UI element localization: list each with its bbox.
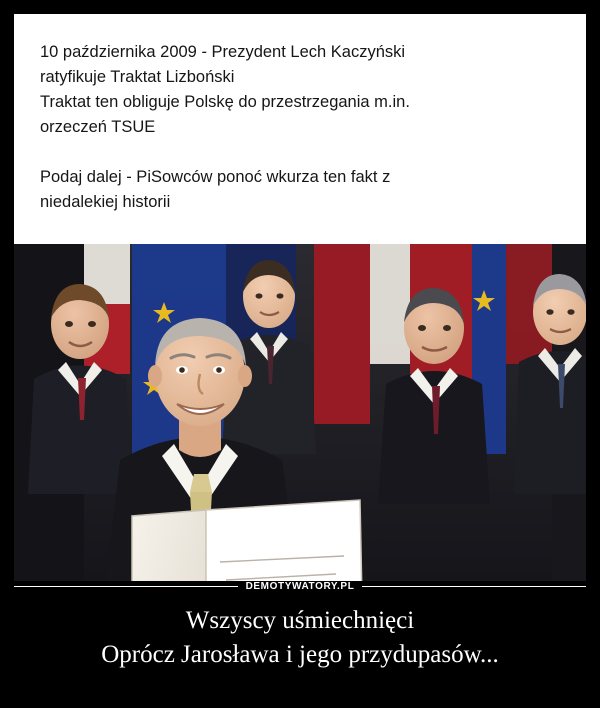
caption-spacer: [40, 140, 560, 165]
watermark-strip: [14, 578, 586, 594]
top-caption-line-4: orzeczeń TSUE: [40, 118, 156, 136]
top-caption-line-1: 10 października 2009 - Prezydent Lech Kaczyński: [40, 43, 406, 61]
watermark-rule-right: [362, 586, 586, 587]
bottom-caption-line-2: Oprócz Jarosława i jego przydupasów...: [101, 641, 499, 668]
top-caption-line-2: ratyfikuje Traktat Lizboński: [40, 68, 235, 86]
photo-image: [14, 244, 586, 581]
top-caption-block: [14, 14, 586, 244]
top-caption-line-6: niedalekiej historii: [40, 193, 171, 211]
top-caption-line-5: Podaj dalej - PiSowców ponoć wkurza ten fakt z: [40, 168, 391, 186]
watermark-label: DEMOTYWATORY.PL: [245, 580, 355, 592]
bottom-caption-line-1: Wszyscy uśmiechnięci: [185, 607, 415, 634]
top-caption-line-3: Traktat ten obliguje Polskę do przestrzegania m.in.: [40, 93, 410, 111]
bottom-caption-block: [0, 604, 600, 672]
watermark-rule-left: [14, 586, 238, 587]
